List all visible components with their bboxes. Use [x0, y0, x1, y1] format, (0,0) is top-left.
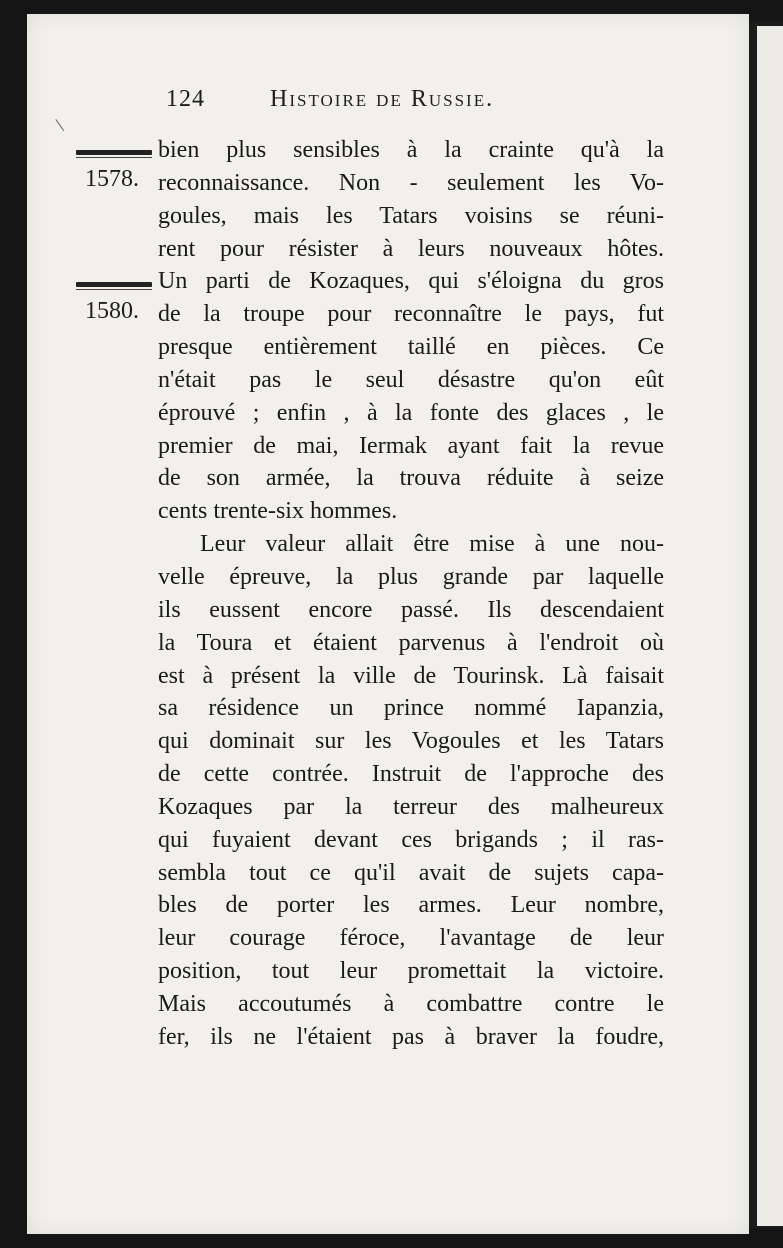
text-line: sa résidence un prince nommé Iapanzia,	[158, 695, 664, 722]
text-line: ils eussent encore passé. Ils descendaient	[158, 596, 664, 623]
text-line: Un parti de Kozaques, qui s'éloigna du gros	[158, 268, 664, 295]
page-number: 124	[166, 86, 205, 112]
text-line: rent pour résister à leurs nouveaux hôtes.	[158, 235, 664, 262]
text-line: reconnaissance. Non - seulement les Vo-	[158, 169, 664, 196]
text-line: de cette contrée. Instruit de l'approche des	[158, 761, 664, 788]
text-line: presque entièrement taillé en pièces. Ce	[158, 334, 664, 361]
margin-year-1578: 1578.	[85, 166, 139, 192]
running-title: Histoire de Russie.	[270, 86, 495, 112]
text-line: fer, ils ne l'étaient pas à braver la foudre,	[158, 1023, 664, 1050]
text-line: éprouvé ; enfin , à la fonte des glaces , le	[158, 399, 664, 426]
text-line: bles de porter les armes. Leur nombre,	[158, 892, 664, 919]
text-line: sembla tout ce qu'il avait de sujets capa-	[158, 859, 664, 886]
body-text	[158, 134, 664, 1054]
text-line: leur courage féroce, l'avantage de leur	[158, 925, 664, 952]
text-line: velle épreuve, la plus grande par laquelle	[158, 563, 664, 590]
text-line: qui dominait sur les Vogoules et les Tatars	[158, 728, 664, 755]
text-line: Mais accoutumés à combattre contre le	[158, 990, 664, 1017]
text-line: qui fuyaient devant ces brigands ; il ras-	[158, 826, 664, 853]
text-line: position, tout leur promettait la victoire.	[158, 958, 664, 985]
next-page-edge	[757, 26, 783, 1226]
margin-rule-1578	[76, 150, 152, 155]
margin-rule-1580	[76, 282, 152, 287]
paragraph-start-line: Leur valeur allait être mise à une nou-	[200, 531, 664, 558]
text-line: premier de mai, Iermak ayant fait la revue	[158, 432, 664, 459]
margin-year-1580: 1580.	[85, 298, 139, 324]
text-line: goules, mais les Tatars voisins se réuni-	[158, 202, 664, 229]
text-line: cents trente-six hommes.	[158, 498, 398, 525]
text-line: Kozaques par la terreur des malheureux	[158, 793, 664, 820]
page-header	[166, 86, 566, 122]
text-line: la Toura et étaient parvenus à l'endroit où	[158, 629, 664, 656]
text-line: n'était pas le seul désastre qu'on eût	[158, 366, 664, 393]
text-line: de la troupe pour reconnaître le pays, fut	[158, 301, 664, 328]
text-line: de son armée, la trouva réduite à seize	[158, 465, 664, 492]
text-line: bien plus sensibles à la crainte qu'à la	[158, 137, 664, 163]
text-line: est à présent la ville de Tourinsk. Là faisait	[158, 662, 664, 689]
